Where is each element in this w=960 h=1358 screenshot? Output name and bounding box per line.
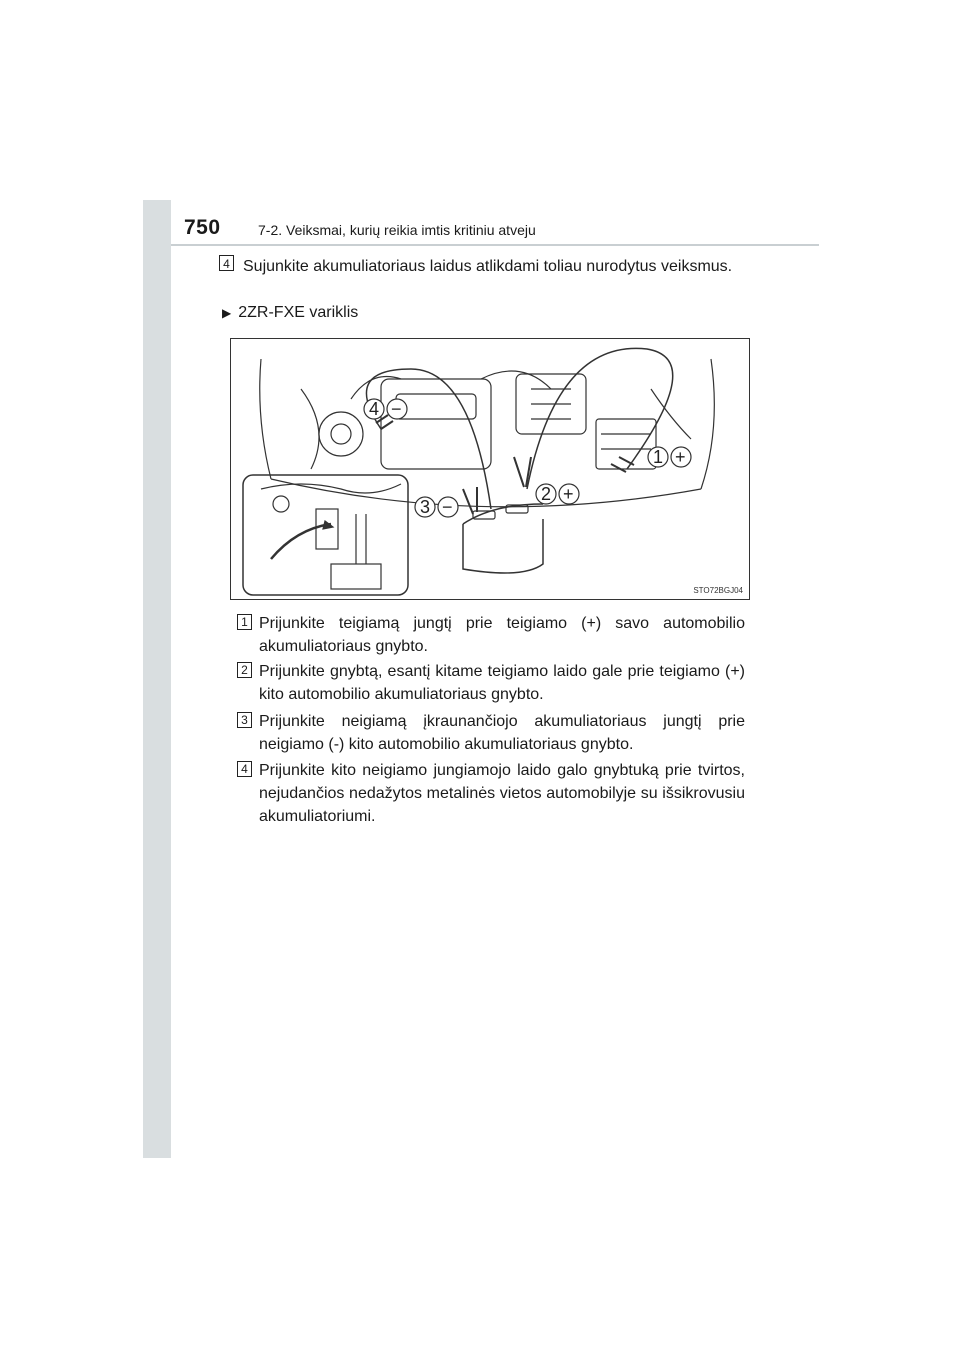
- item-number-box: 1: [237, 614, 252, 630]
- callout-2-sign: +: [563, 484, 574, 504]
- header-rule: [171, 244, 819, 246]
- item-number-box: 4: [237, 761, 252, 777]
- item-text: Prijunkite teigiamą jungtį prie teigiamo (+) savo automobilio akumuliatoriaus gnybto.: [259, 615, 745, 655]
- jump-start-illustration: [230, 338, 750, 600]
- callout-2-number: 2: [541, 484, 552, 504]
- engine-label-text: 2ZR-FXE variklis: [238, 304, 359, 321]
- step-text: Sujunkite akumuliatoriaus laidus atlikdami toliau nurodytus veiksmus.: [243, 258, 733, 275]
- step-number-box: 4: [219, 255, 234, 271]
- section-title: 7-2. Veiksmai, kurių reikia imtis kritiniu atveju: [258, 222, 536, 238]
- item-number-box: 2: [237, 662, 252, 678]
- callout-2: [536, 484, 579, 504]
- item-text: Prijunkite kito neigiamo jungiamojo laido galo gnybtuką prie tvirtos, nejudančios nedažytos metalinės vietos automobilyje su išsikrovusiu akumuliatoriumi.: [259, 762, 745, 825]
- page-number: 750: [184, 216, 221, 239]
- callout-1-number: 1: [653, 447, 664, 467]
- callout-1-sign: +: [675, 447, 686, 467]
- item-text: Prijunkite neigiamą įkraunančiojo akumuliatoriaus jungtį prie neigiamo (-) kito automobilio akumuliatoriaus gnybto.: [259, 713, 745, 753]
- callout-1: [648, 447, 691, 467]
- callout-3: [415, 497, 458, 517]
- callout-4-sign: −: [391, 399, 402, 419]
- engine-label: [222, 303, 358, 323]
- side-tab-strip: [143, 200, 171, 1158]
- callout-4-number: 4: [369, 399, 380, 419]
- item-number-box: 3: [237, 712, 252, 728]
- callout-3-sign: −: [442, 497, 453, 517]
- engine-bay-drawing: [231, 339, 750, 600]
- item-text: Prijunkite gnybtą, esantį kitame teigiamo laido gale prie teigiamo (+) kito automobilio akumuliatoriaus gnybto.: [259, 663, 745, 703]
- figure-code: STO72BGJ04: [693, 586, 743, 595]
- triangle-bullet-icon: ▶: [222, 306, 232, 320]
- callout-3-number: 3: [420, 497, 431, 517]
